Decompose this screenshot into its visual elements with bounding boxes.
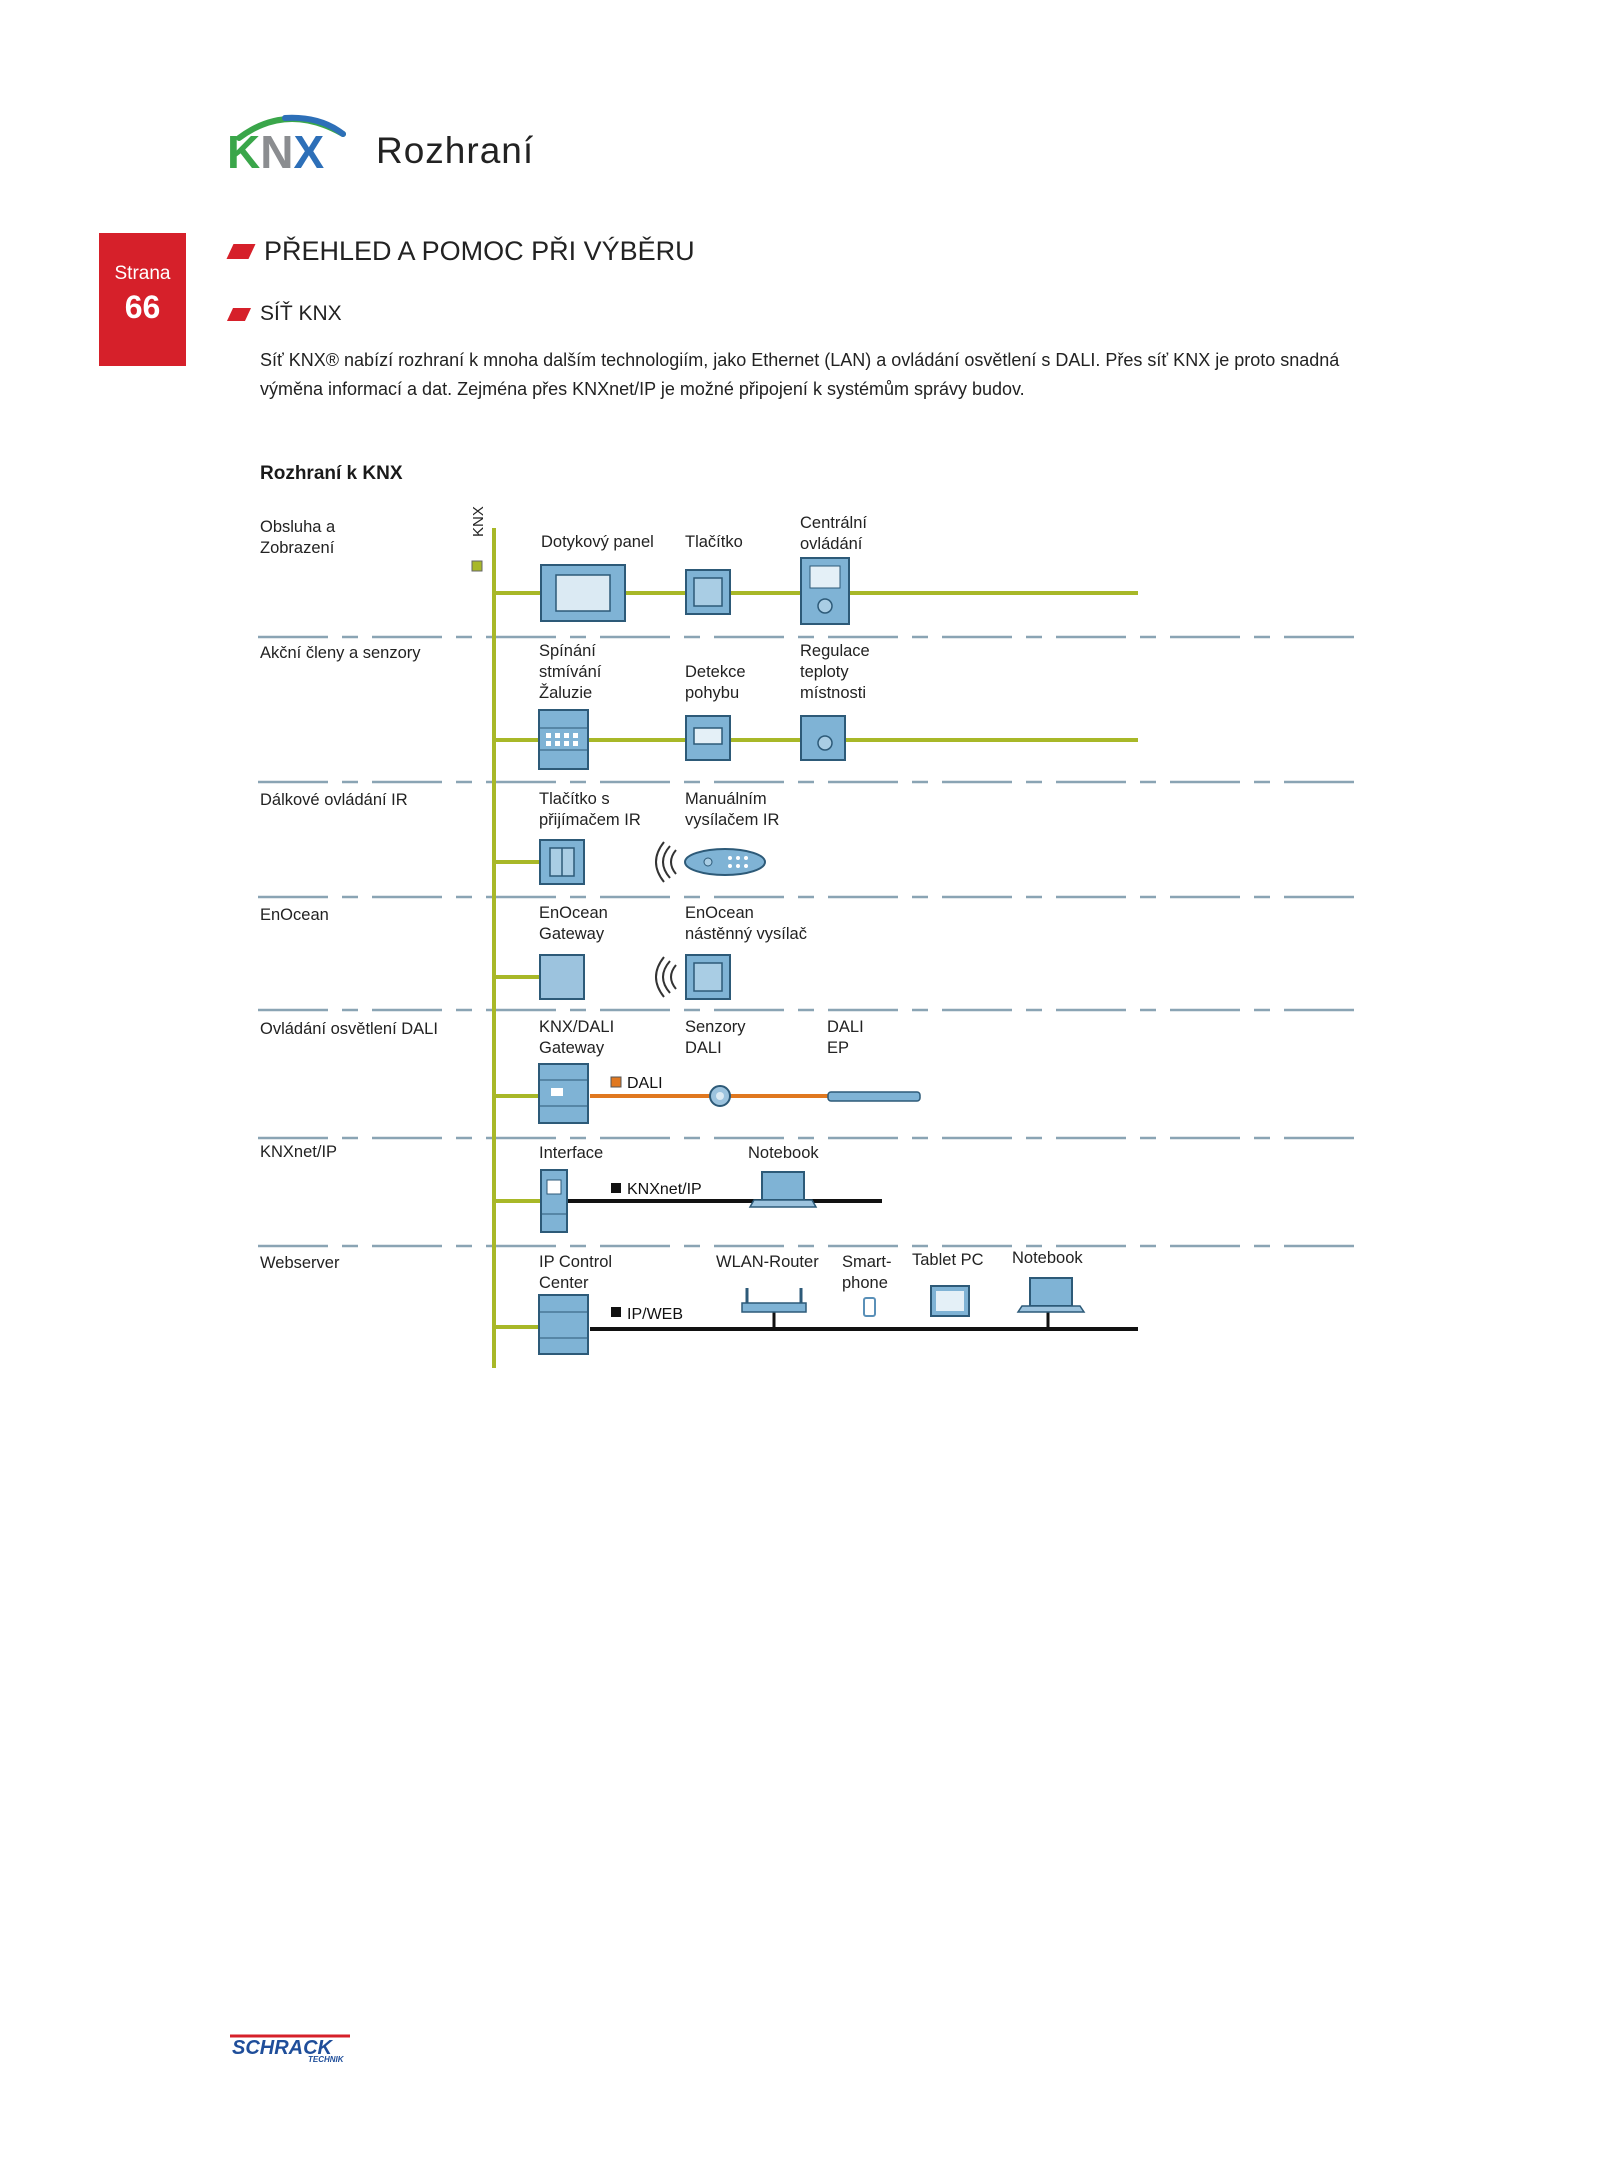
central-control-icon [801,558,849,624]
dali-bus-label: DALI [627,1075,663,1092]
ipweb-legend-square-icon [611,1307,621,1317]
row-label-enocean: EnOcean [260,906,329,924]
smartphone-icon [864,1298,875,1316]
knx-dali-gateway-icon [539,1064,588,1123]
device-label-ir-button: Tlačítko s přijímačem IR [539,790,641,829]
device-label-touch-panel: Dotykový panel [541,533,654,551]
dali-legend-square-icon [611,1077,621,1087]
enocean-gateway-icon [540,955,584,999]
ip-interface-icon [541,1170,567,1232]
section-subtitle: SÍŤ KNX [260,302,342,325]
device-label-dali-sensors: Senzory DALI [685,1018,746,1057]
device-label-enocean-gateway: EnOcean Gateway [539,904,608,943]
ir-remote-icon [685,849,765,875]
page-tab-label: Strana [114,263,171,284]
device-label-motion: Detekce pohybu [685,663,746,702]
row-label-actuators-sensors: Akční členy a senzory [260,644,421,662]
dali-ecg-luminaire-icon [828,1092,920,1101]
page-number: 66 [124,289,161,325]
row-label-operation-display: Obsluha a Zobrazení [260,518,336,557]
device-label-dali-ep: DALI EP [827,1018,864,1057]
enocean-wall-transmitter-icon [686,955,730,999]
row-label-ir-remote: Dálkové ovládání IR [260,791,408,809]
switching-actuator-icon [539,710,588,769]
device-label-enocean-transmitter: EnOcean nástěnný vysílač [685,904,807,943]
device-label-switching: Spínání stmívání Žaluzie [539,642,602,702]
row-label-knxnet-ip: KNXnet/IP [260,1143,338,1161]
notebook-icon [1018,1278,1084,1312]
motion-detector-icon [686,716,730,760]
touch-panel-icon [541,565,625,621]
page-header-title: Rozhraní [376,130,535,171]
knx-bus-label: KNX [470,506,487,537]
schrack-logo [226,2030,352,2064]
section-title: PŘEHLED A POMOC PŘI VÝBĚRU [264,236,695,266]
device-label-wlan-router: WLAN-Router [716,1253,819,1271]
device-label-thermostat: Regulace teploty místnosti [800,642,870,702]
device-label-dali-gateway: KNX/DALI Gateway [539,1018,615,1057]
wireless-signal-icon [656,957,676,997]
tablet-icon [931,1286,969,1316]
dali-sensor-icon [710,1086,730,1106]
device-label-notebook-web: Notebook [1012,1249,1083,1267]
notebook-icon [750,1172,816,1207]
room-thermostat-icon [801,716,845,760]
intro-paragraph: Síť KNX® nabízí rozhraní k mnoha dalším technologiím, jako Ethernet (LAN) a ovládání osvětlení s DALI. Přes síť KNX je proto snadná výměna informací a dat. Zejména přes KNXnet/IP je možné připojení k systémům správy budov. [260,350,1340,399]
device-label-interface: Interface [539,1144,604,1162]
wlan-router-icon [742,1288,806,1312]
device-label-ip-control-center: IP Control Center [539,1253,613,1292]
knx-legend-square-icon [472,561,482,571]
knxnet-bus-label: KNXnet/IP [627,1181,702,1198]
logo-text: KNX [227,126,325,174]
schrack-logo-text: SCHRACK [232,2037,332,2059]
ip-control-center-icon [539,1295,588,1354]
device-label-central-control: Centrální ovládání [800,514,867,553]
ipweb-bus-label: IP/WEB [627,1306,684,1323]
diagram-title: Rozhraní k KNX [260,463,403,484]
ir-receiver-button-icon [540,840,584,884]
knxnet-legend-square-icon [611,1183,621,1193]
pushbutton-icon [686,570,730,614]
row-label-dali: Ovládání osvětlení DALI [260,1020,438,1038]
wireless-signal-icon [656,842,676,882]
device-label-pushbutton: Tlačítko [685,533,743,551]
device-label-notebook: Notebook [748,1144,819,1162]
device-label-ir-remote: Manuálním vysílačem IR [685,790,780,829]
schrack-logo-subtext: TECHNIK [308,2055,344,2064]
device-label-smartphone: Smart- phone [842,1253,892,1292]
device-label-tablet: Tablet PC [912,1251,984,1269]
row-label-webserver: Webserver [260,1254,340,1272]
